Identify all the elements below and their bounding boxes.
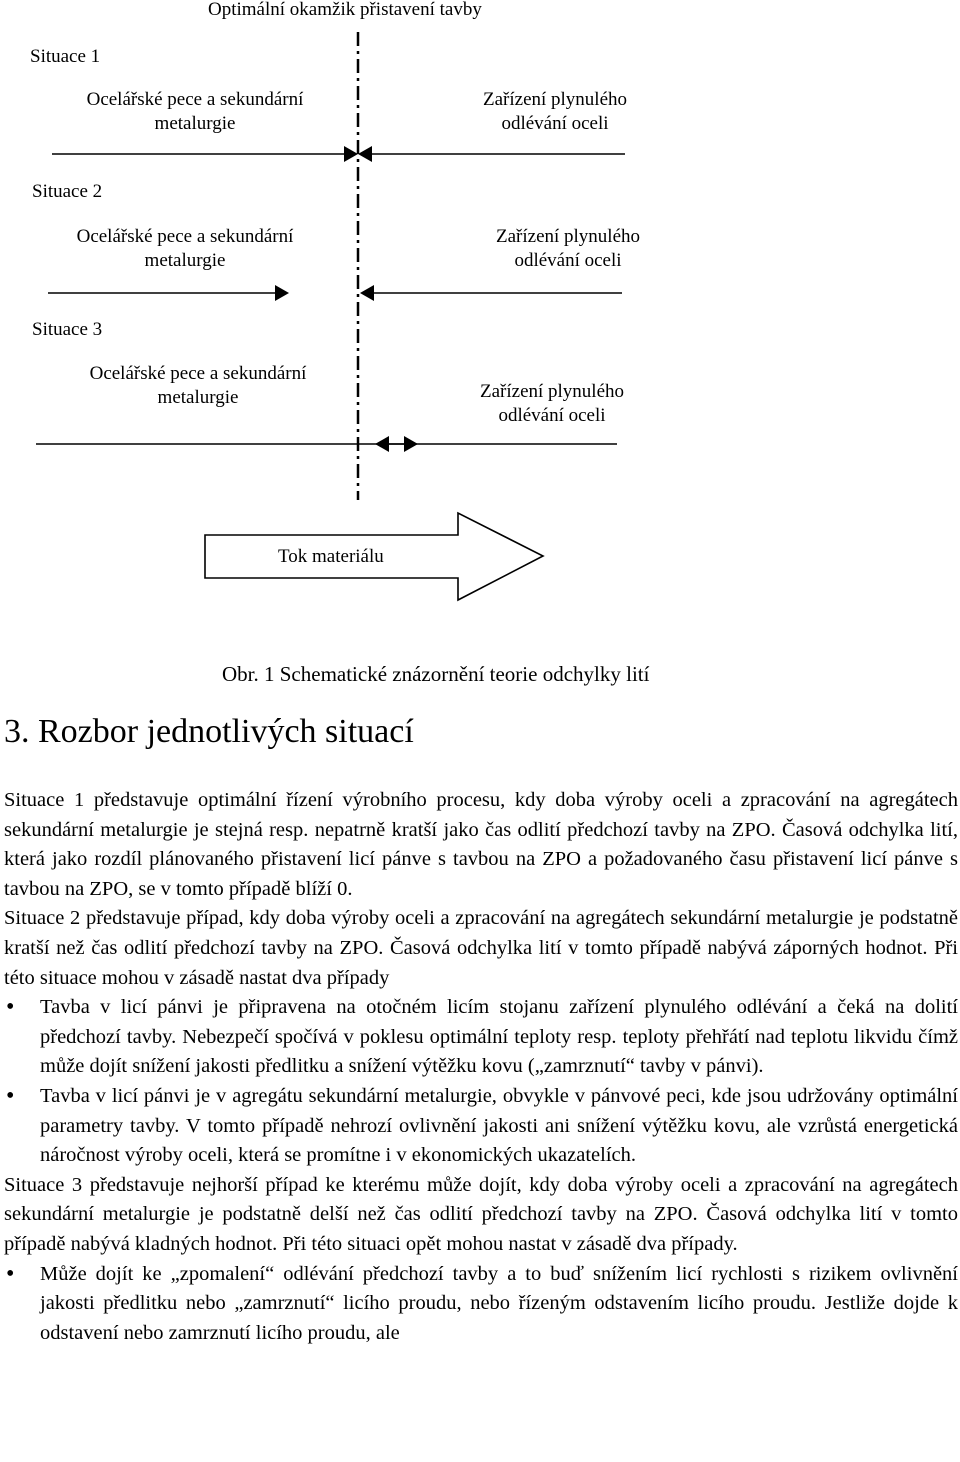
situation-1-arrows — [52, 146, 625, 162]
situation-3-right-label: Zařízení plynulého odlévání oceli — [479, 381, 625, 426]
situation-2-label: Situace 2 — [32, 181, 103, 202]
list-item: • Může dojít ke „zpomalení“ odlévání předchozí tavby a to buď snížením licí rychlosti s rizikem ovlivnění jakosti předlitku nebo „zamrznutí“ licího proudu, nebo řízeným odstavením licího proudu. Jestliže dojde k odstavení nebo zamrznutí licího proudu, ale — [4, 1260, 958, 1349]
situation-1-label: Situace 1 — [30, 46, 101, 67]
paragraph-situation-1: Situace 1 představuje optimální řízení výrobního procesu, kdy doba výroby oceli a zpracování na agregátech sekundární metalurgie je stejná resp. nepatrně kratší jako čas odlití předchozí tavby na ZPO. Časová odchylka lití, která jako rozdíl plánovaného přistavení licí pánve s tavbou na ZPO a požadovaného času přistavení licí pánve s tavbou na ZPO, se v tomto případě blíží 0. — [4, 789, 958, 900]
paragraph-situation-2: Situace 2 představuje případ, kdy doba výroby oceli a zpracování na agregátech sekundární metalurgie je podstatně kratší než čas odlití předchozí tavby na ZPO. Časová odchylka lití v tomto případě nabývá záporných hodnot. Při této situace mohou v zásadě nastat dva případy — [4, 907, 958, 989]
material-flow-label: Tok materiálu — [278, 546, 384, 567]
situation-3-arrows — [36, 436, 617, 452]
paragraph-situation-3: Situace 3 představuje nejhorší případ ke kterému může dojít, kdy doba výroby oceli a zpracování na agregátech sekundární metalurgie je podstatně delší než čas odlití předchozí tavby na ZPO. Časová odchylka lití v tomto případě nabývá kladných hodnot. Při této situaci opět mohou nastat v zásadě dva případy. — [4, 1173, 958, 1255]
bullet-list-situation-3 — [4, 1260, 958, 1349]
optimal-moment-label: Optimální okamžik přistavení tavby — [208, 0, 482, 20]
body-text — [4, 786, 958, 1348]
section-heading: 3. Rozbor jednotlivých situací — [4, 713, 414, 750]
schematic-diagram — [0, 0, 960, 700]
situation-2-right-label: Zařízení plynulého odlévání oceli — [495, 226, 641, 271]
situation-3-left-label: Ocelářské pece a sekundární metalurgie — [89, 363, 307, 408]
situation-1-left-label: Ocelářské pece a sekundární metalurgie — [86, 89, 304, 134]
list-item: • Tavba v licí pánvi je v agregátu sekundární metalurgie, obvykle v pánvové peci, kde jsou udržovány optimální parametry tavby. V tomto případě nehrozí ovlivnění jakosti ani snížení výtěžku kovu, ale vzrůstá energetická náročnost výroby oceli, která se promítne i v ekonomických ukazatelích. — [4, 1082, 958, 1171]
situation-2-left-label: Ocelářské pece a sekundární metalurgie — [76, 226, 294, 271]
situation-2-arrows — [48, 285, 622, 301]
situation-1-right-label: Zařízení plynulého odlévání oceli — [482, 89, 628, 134]
figure-caption: Obr. 1 Schematické znázornění teorie odchylky lití — [222, 662, 650, 686]
situation-3-label: Situace 3 — [32, 319, 103, 340]
list-item: • Tavba v licí pánvi je připravena na otočném licím stojanu zařízení plynulého odlévání a čeká na dolití předchozí tavby. Nebezpečí spočívá v poklesu optimální teploty resp. teploty přehřátí nad teplotu likvidu čímž může dojít snížení jakosti předlitku a snížení výtěžku kovu („zamrznutí“ tavby v pánvi). — [4, 993, 958, 1082]
bullet-list-situation-2 — [4, 993, 958, 1171]
